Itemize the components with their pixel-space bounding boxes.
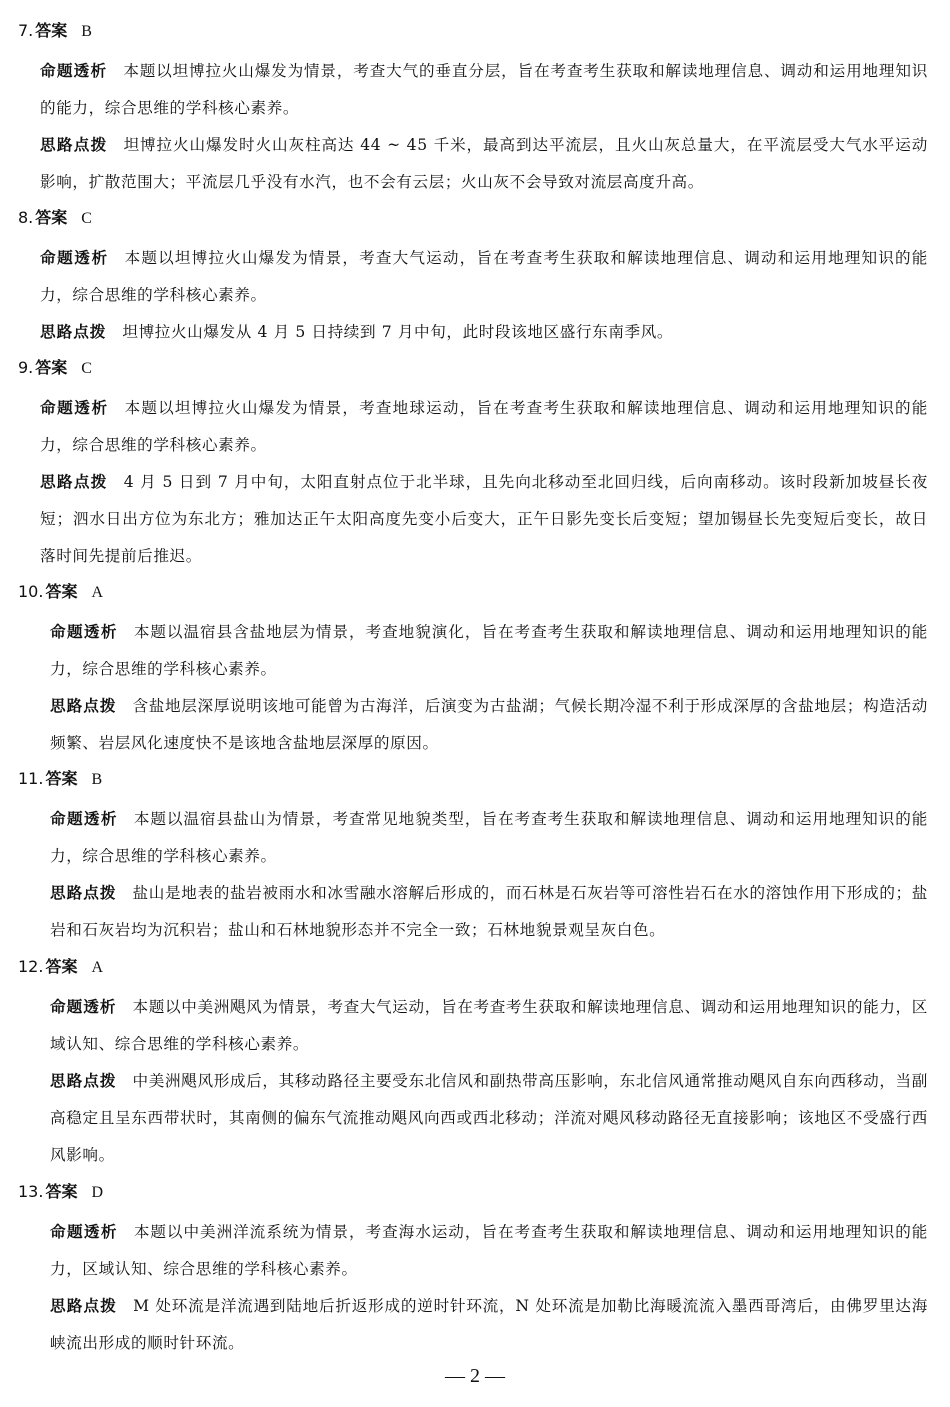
hint-text: 含盐地层深厚说明该地可能曾为古海洋，后演变为古盐湖；气候长期冷湿不利于形成深厚的含盐地层；构造活动频繁、岩层风化速度快不是该地含盐地层深厚的原因。 xyxy=(50,697,928,752)
answer-label: 答案 xyxy=(45,582,78,601)
question-number: 10. xyxy=(18,582,44,601)
answer-value: D xyxy=(91,1184,104,1201)
answer-label: 答案 xyxy=(45,957,78,976)
analysis-paragraph xyxy=(40,390,928,464)
answer-value: B xyxy=(81,23,92,40)
analysis-text: 本题以中美洲洋流系统为情景，考查海水运动，旨在考查考生获取和解读地理信息、调动和运用地理知识的能力，区域认知、综合思维的学科核心素养。 xyxy=(50,1223,928,1278)
analysis-text: 本题以中美洲飓风为情景，考查大气运动，旨在考查考生获取和解读地理信息、调动和运用地理知识的能力，区域认知、综合思维的学科核心素养。 xyxy=(50,998,928,1053)
question-header xyxy=(18,768,938,790)
hint-text: 坦博拉火山爆发从 4 月 5 日持续到 7 月中旬，此时段该地区盛行东南季风。 xyxy=(122,323,674,341)
question-13 xyxy=(18,1181,938,1362)
answer-value: C xyxy=(81,360,92,377)
question-number: 7. xyxy=(18,21,34,40)
hint-label: 思路点拨 xyxy=(50,1072,117,1090)
answer-label: 答案 xyxy=(45,769,78,788)
answer-label: 答案 xyxy=(35,208,68,227)
hint-paragraph xyxy=(50,688,928,762)
question-header xyxy=(18,956,938,978)
answer-value: B xyxy=(91,771,103,788)
page-number: — 2 — xyxy=(445,1365,505,1387)
hint-text: 中美洲飓风形成后，其移动路径主要受东北信风和副热带高压影响，东北信风通常推动飓风自东向西移动，当副高稳定且呈东西带状时，其南侧的偏东气流推动飓风向西或西北移动；洋流对飓风移动路径无直接影响；该地区不受盛行西风影响。 xyxy=(50,1072,928,1164)
analysis-paragraph xyxy=(50,801,928,875)
hint-label: 思路点拨 xyxy=(40,473,108,491)
answer-label: 答案 xyxy=(35,358,68,377)
question-10 xyxy=(18,581,938,762)
hint-label: 思路点拨 xyxy=(40,323,107,341)
question-number: 8. xyxy=(18,208,34,227)
hint-paragraph xyxy=(40,464,928,575)
answer-label: 答案 xyxy=(45,1182,78,1201)
question-header xyxy=(18,1181,938,1203)
analysis-text: 本题以温宿县含盐地层为情景，考查地貌演化，旨在考查考生获取和解读地理信息、调动和运用地理知识的能力，综合思维的学科核心素养。 xyxy=(50,623,928,678)
analysis-paragraph xyxy=(50,614,928,688)
hint-paragraph xyxy=(40,127,928,201)
answer-value: C xyxy=(81,210,92,227)
analysis-text: 本题以温宿县盐山为情景，考查常见地貌类型，旨在考查考生获取和解读地理信息、调动和运用地理知识的能力，综合思维的学科核心素养。 xyxy=(50,810,928,865)
hint-text: 4 月 5 日到 7 月中旬，太阳直射点位于北半球，且先向北移动至北回归线，后向南移动。该时段新加坡昼长夜短；泗水日出方位为东北方；雅加达正午太阳高度先变小后变大，正午日影先变长后变短；望加锡昼长先变短后变长，故日落时间先提前后推迟。 xyxy=(40,473,928,565)
analysis-text: 本题以坦博拉火山爆发为情景，考查大气运动，旨在考查考生获取和解读地理信息、调动和运用地理知识的能力，综合思维的学科核心素养。 xyxy=(40,249,928,304)
question-header xyxy=(18,357,938,379)
analysis-paragraph xyxy=(50,1214,928,1288)
hint-label: 思路点拨 xyxy=(40,136,108,154)
question-number: 11. xyxy=(18,769,44,788)
question-number: 12. xyxy=(18,957,44,976)
analysis-text: 本题以坦博拉火山爆发为情景，考查大气的垂直分层，旨在考查考生获取和解读地理信息、调动和运用地理知识的能力，综合思维的学科核心素养。 xyxy=(40,62,928,117)
question-7 xyxy=(18,20,938,201)
analysis-paragraph xyxy=(40,53,928,127)
hint-paragraph xyxy=(50,1288,928,1362)
analysis-label: 命题透析 xyxy=(50,623,118,641)
hint-text: 坦博拉火山爆发时火山灰柱高达 44 ~ 45 千米，最高到达平流层，且火山灰总量大，在平流层受大气水平运动影响，扩散范围大；平流层几乎没有水汽，也不会有云层；火山灰不会导致对流层高度升高。 xyxy=(40,136,928,191)
question-header xyxy=(18,20,938,42)
hint-paragraph xyxy=(50,875,928,949)
analysis-label: 命题透析 xyxy=(40,249,109,267)
analysis-label: 命题透析 xyxy=(50,1223,118,1241)
answer-label: 答案 xyxy=(35,21,68,40)
question-12 xyxy=(18,956,938,1174)
analysis-paragraph xyxy=(50,989,928,1063)
analysis-paragraph xyxy=(40,240,928,314)
question-number: 9. xyxy=(18,358,34,377)
analysis-label: 命题透析 xyxy=(40,399,109,417)
analysis-label: 命题透析 xyxy=(50,810,118,828)
hint-label: 思路点拨 xyxy=(50,1297,118,1315)
question-11 xyxy=(18,768,938,949)
question-9 xyxy=(18,357,938,575)
answer-value: A xyxy=(91,584,104,601)
question-8 xyxy=(18,207,938,351)
hint-paragraph xyxy=(40,314,928,351)
hint-paragraph xyxy=(50,1063,928,1174)
question-number: 13. xyxy=(18,1182,44,1201)
hint-text: 盐山是地表的盐岩被雨水和冰雪融水溶解后形成的，而石林是石灰岩等可溶性岩石在水的溶蚀作用下形成的；盐岩和石灰岩均为沉积岩；盐山和石林地貌形态并不完全一致；石林地貌景观呈灰白色。 xyxy=(50,884,928,939)
analysis-text: 本题以坦博拉火山爆发为情景，考查地球运动，旨在考查考生获取和解读地理信息、调动和运用地理知识的能力，综合思维的学科核心素养。 xyxy=(40,399,928,454)
question-header xyxy=(18,207,938,229)
question-header xyxy=(18,581,938,603)
hint-label: 思路点拨 xyxy=(50,697,117,715)
analysis-label: 命题透析 xyxy=(50,998,117,1016)
analysis-label: 命题透析 xyxy=(40,62,108,80)
hint-text: M 处环流是洋流遇到陆地后折返形成的逆时针环流，N 处环流是加勒比海暖流流入墨西哥湾后，由佛罗里达海峡流出形成的顺时针环流。 xyxy=(50,1297,928,1352)
answer-value: A xyxy=(91,959,104,976)
hint-label: 思路点拨 xyxy=(50,884,117,902)
